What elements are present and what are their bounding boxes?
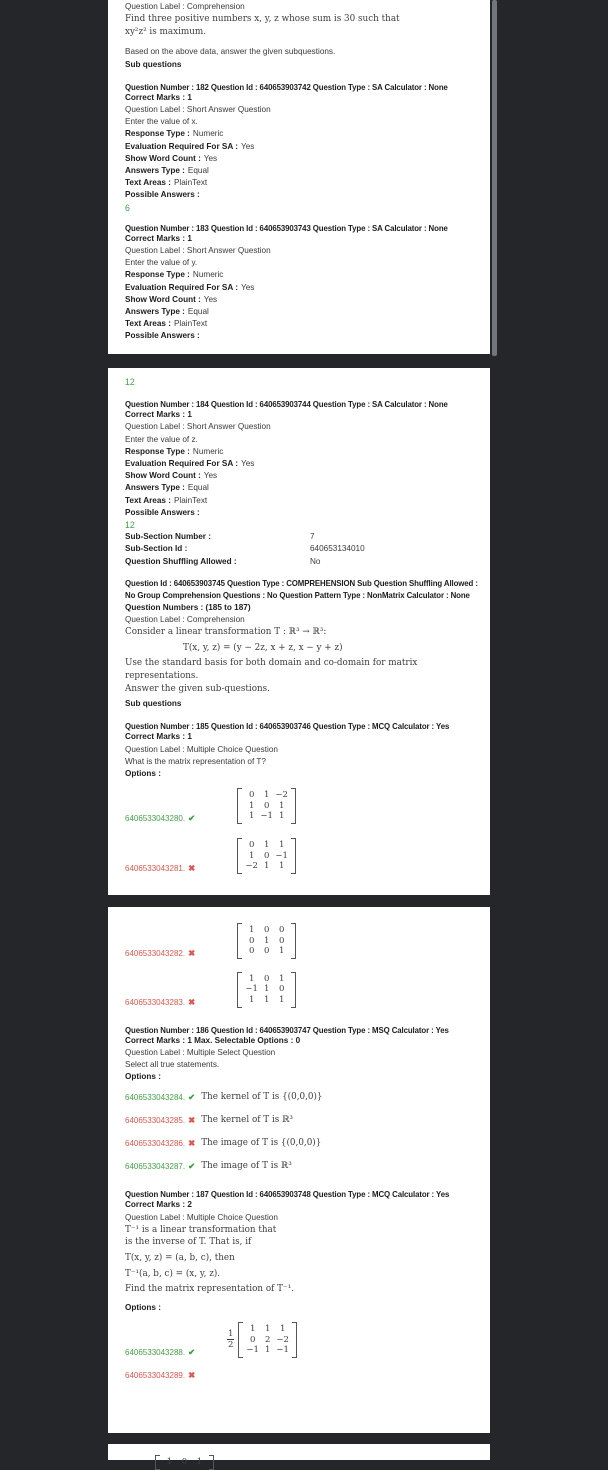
comprehension-label: Question Label : Comprehension xyxy=(125,2,245,11)
field-label: Show Word Count : xyxy=(125,471,201,481)
question-183-header: Question Number : 183 Question Id : 640653903743 Question Type : SA Calculator : None xyxy=(125,223,448,233)
field-answers-type xyxy=(125,482,478,494)
possible-answer-value-184: 12 xyxy=(125,520,135,531)
field-show-word-count xyxy=(125,294,478,306)
question-paper-panel-3 xyxy=(108,907,490,1433)
fraction-numerator: 1 xyxy=(227,1329,234,1340)
option-matrix: 0 1 −2 1 0 1 1 −1 1 xyxy=(237,788,296,824)
field-text-areas xyxy=(125,318,478,330)
question-numbers-range: Question Numbers : (185 to 187) xyxy=(125,602,251,612)
spacer xyxy=(125,71,478,83)
based-on-data-line: Based on the above data, answer the given subquestions. xyxy=(125,47,336,57)
correct-check-icon: ✔ xyxy=(188,1091,196,1102)
one-half-fraction xyxy=(227,1330,234,1349)
sub-section-number-row xyxy=(125,531,478,543)
field-value: Equal xyxy=(187,166,209,176)
field-label: Text Areas : xyxy=(125,178,171,188)
field-value: Yes xyxy=(240,282,255,292)
option-3284-correct xyxy=(125,1091,478,1103)
option-id: 6406533043285. xyxy=(125,1115,186,1125)
field-value: Yes xyxy=(240,459,255,469)
field-answers-type xyxy=(125,165,478,177)
option-matrix: 1 0 1 −1 1 0 1 1 1 xyxy=(237,972,296,1008)
sub-section-id-row xyxy=(125,543,478,555)
comprehension-text-line2: xy²z² is maximum. xyxy=(125,26,207,37)
wrong-cross-icon: ✖ xyxy=(188,1369,196,1380)
question-185-label: Question Label : Multiple Choice Question xyxy=(125,744,278,754)
spacer xyxy=(125,710,478,722)
question-187-header: Question Number : 187 Question Id : 640653903748 Question Type : MCQ Calculator : Yes xyxy=(125,1190,450,1200)
fraction-denominator: 2 xyxy=(227,1340,234,1351)
partial-option-matrix: 1 0 1 xyxy=(155,1455,214,1470)
field-value: Equal xyxy=(187,307,209,317)
sub-questions-heading: Sub questions xyxy=(125,699,182,709)
possible-answer-value-183: 12 xyxy=(125,377,135,387)
field-label: Evaluation Required For SA : xyxy=(125,282,238,292)
question-187-body-line: T⁻¹(a, b, c) = (x, y, z). xyxy=(125,1268,221,1279)
spacer xyxy=(125,568,478,578)
transformation-formula: T(x, y, z) = (y − 2z, x + z, x − y + z) xyxy=(183,642,343,653)
question-184-header: Question Number : 184 Question Id : 640653903744 Question Type : SA Calculator : None xyxy=(125,400,448,410)
question-paper-panel-2 xyxy=(108,368,490,895)
question-paper-panel-4 xyxy=(108,1444,490,1467)
field-value: Yes xyxy=(203,153,218,163)
correct-check-icon: ✔ xyxy=(188,1346,196,1357)
question-187-body-line: T(x, y, z) = (a, b, c), then xyxy=(125,1252,235,1263)
question-184-label: Question Label : Short Answer Question xyxy=(125,422,271,432)
question-185-header: Question Number : 185 Question Id : 640653903746 Question Type : MCQ Calculator : Yes xyxy=(125,722,450,732)
options-label: Options : xyxy=(125,1302,161,1312)
question-182-prompt: Enter the value of x. xyxy=(125,117,198,127)
spacer xyxy=(125,38,478,46)
sub-questions-heading: Sub questions xyxy=(125,59,182,69)
question-187-marks: Correct Marks : 2 xyxy=(125,1200,192,1210)
comprehension-text-line1: Find three positive numbers x, y, z whose sum is 30 such that xyxy=(125,14,400,25)
field-response-type xyxy=(125,128,478,140)
field-value: Yes xyxy=(203,294,218,304)
question-shuffling-row xyxy=(125,556,478,568)
question-182-marks: Correct Marks : 1 xyxy=(125,92,192,102)
option-matrix: 1 1 1 0 2 −2 −1 1 −1 xyxy=(238,1322,297,1358)
field-label: Show Word Count : xyxy=(125,153,201,163)
field-evaluation-required xyxy=(125,282,478,294)
option-id: 6406533043281. xyxy=(125,863,186,873)
question-182-header: Question Number : 182 Question Id : 640653903742 Question Type : SA Calculator : None xyxy=(125,82,448,92)
field-response-type xyxy=(125,446,478,458)
field-answers-type xyxy=(125,306,478,318)
question-184-prompt: Enter the value of z. xyxy=(125,434,198,444)
question-185-prompt: What is the matrix representation of T? xyxy=(125,756,266,766)
spacer xyxy=(125,1008,478,1026)
field-value: PlainText xyxy=(173,178,208,188)
field-label: Response Type : xyxy=(125,129,190,139)
sub-section-id-value: 640653134010 xyxy=(310,544,365,554)
question-186-label: Question Label : Multiple Select Question xyxy=(125,1047,276,1057)
option-statement: The kernel of T is ℝ³ xyxy=(201,1115,293,1126)
option-id: 6406533043283. xyxy=(125,997,186,1007)
possible-answers-label: Possible Answers : xyxy=(125,507,200,517)
option-3283-wrong xyxy=(125,972,478,1008)
spacer xyxy=(125,1172,478,1190)
question-182-label: Question Label : Short Answer Question xyxy=(125,105,271,114)
question-186-prompt: Select all true statements. xyxy=(125,1059,220,1069)
option-statement: The image of T is ℝ³ xyxy=(201,1161,292,1172)
option-id: 6406533043286. xyxy=(125,1138,186,1148)
question-187-label: Question Label : Multiple Choice Question xyxy=(125,1212,278,1222)
option-3289-wrong xyxy=(125,1370,478,1381)
correct-check-icon: ✔ xyxy=(188,1160,196,1171)
question-paper-panel-1 xyxy=(108,0,490,354)
field-value: Equal xyxy=(187,483,209,493)
option-3287-correct xyxy=(125,1160,478,1172)
field-value: Yes xyxy=(203,471,218,481)
field-label: Show Word Count : xyxy=(125,294,201,304)
option-statement: The kernel of T is {(0,0,0)} xyxy=(201,1092,323,1103)
field-show-word-count xyxy=(125,153,478,165)
options-label: Options : xyxy=(125,1072,161,1082)
option-id: 6406533043289. xyxy=(125,1370,186,1380)
option-matrix: 0 1 1 1 0 −1 −2 1 1 xyxy=(237,838,296,874)
wrong-cross-icon: ✖ xyxy=(188,1114,196,1125)
question-183-prompt: Enter the value of y. xyxy=(125,258,198,268)
field-value: PlainText xyxy=(173,495,208,505)
option-3281-wrong xyxy=(125,838,478,874)
option-id: 6406533043288. xyxy=(125,1347,186,1357)
field-show-word-count xyxy=(125,470,478,482)
option-id: 6406533043280. xyxy=(125,814,186,824)
field-label: Response Type : xyxy=(125,446,190,456)
comprehension-745-header: Question Id : 640653903745 Question Type : COMPREHENSION Sub Question Shuffling Allowed : No Group Comprehension Questions : No Question Pattern Type : NonMatrix Calculator : None xyxy=(125,578,478,600)
option-matrix: 1 0 0 0 1 0 0 0 1 xyxy=(237,923,296,959)
option-id: 6406533043287. xyxy=(125,1161,186,1171)
wrong-cross-icon: ✖ xyxy=(188,1137,196,1148)
scaled-matrix-group xyxy=(227,1322,297,1358)
answer-subquestions-line: Answer the given sub-questions. xyxy=(125,683,270,694)
field-label: Answers Type : xyxy=(125,483,185,493)
option-3286-wrong xyxy=(125,1137,478,1149)
field-value: Yes xyxy=(240,141,255,151)
standard-basis-line: Use the standard basis for both domain and co-domain for matrix representations. xyxy=(125,658,418,682)
field-label: Answers Type : xyxy=(125,166,185,176)
field-value: Numeric xyxy=(192,129,224,139)
option-3280-correct xyxy=(125,788,478,824)
field-evaluation-required xyxy=(125,141,478,153)
question-186-header: Question Number : 186 Question Id : 640653903747 Question Type : MSQ Calculator : Yes xyxy=(125,1025,449,1035)
scrollbar-thumb[interactable] xyxy=(492,0,497,356)
wrong-cross-icon: ✖ xyxy=(188,947,196,958)
wrong-cross-icon: ✖ xyxy=(188,862,196,873)
option-statement: The image of T is {(0,0,0)} xyxy=(201,1138,322,1149)
field-text-areas xyxy=(125,177,478,189)
field-value: Numeric xyxy=(192,270,224,280)
question-shuffling-label: Question Shuffling Allowed : xyxy=(125,556,237,566)
question-186-marks: Correct Marks : 1 Max. Selectable Options : 0 xyxy=(125,1035,301,1045)
question-187-body-line: Find the matrix representation of T⁻¹. xyxy=(125,1284,295,1295)
possible-answer-value: 6 xyxy=(125,202,130,213)
options-label: Options : xyxy=(125,769,161,779)
option-3288-correct xyxy=(125,1322,478,1358)
field-label: Evaluation Required For SA : xyxy=(125,141,238,151)
wrong-cross-icon: ✖ xyxy=(188,996,196,1007)
question-183-marks: Correct Marks : 1 xyxy=(125,233,192,243)
field-label: Response Type : xyxy=(125,270,190,280)
possible-answers-label: Possible Answers : xyxy=(125,190,200,200)
question-187-body-line: T⁻¹ is a linear transformation that xyxy=(125,1224,277,1235)
option-3282-wrong xyxy=(125,923,478,959)
possible-answers-label: Possible Answers : xyxy=(125,331,200,341)
spacer xyxy=(125,388,478,400)
field-text-areas xyxy=(125,495,478,507)
field-label: Text Areas : xyxy=(125,319,171,329)
field-evaluation-required xyxy=(125,458,478,470)
field-value: PlainText xyxy=(173,319,208,329)
option-id: 6406533043282. xyxy=(125,948,186,958)
field-value: Numeric xyxy=(192,446,224,456)
comprehension-label: Question Label : Comprehension xyxy=(125,615,245,625)
question-187-body-line: is the inverse of T. That is, if xyxy=(125,1237,252,1248)
question-shuffling-value: No xyxy=(310,556,321,566)
spacer xyxy=(125,214,478,224)
field-label: Text Areas : xyxy=(125,495,171,505)
correct-check-icon: ✔ xyxy=(188,813,196,824)
option-3285-wrong xyxy=(125,1114,478,1126)
question-184-marks: Correct Marks : 1 xyxy=(125,410,192,420)
sub-section-id-label: Sub-Section Id : xyxy=(125,544,188,554)
field-label: Answers Type : xyxy=(125,307,185,317)
linear-transformation-intro: Consider a linear transformation T : ℝ³ → ℝ³: xyxy=(125,627,327,638)
question-185-marks: Correct Marks : 1 xyxy=(125,732,192,742)
field-label: Evaluation Required For SA : xyxy=(125,459,238,469)
sub-section-number-value: 7 xyxy=(310,532,315,542)
field-response-type xyxy=(125,269,478,281)
question-183-label: Question Label : Short Answer Question xyxy=(125,246,271,256)
sub-section-number-label: Sub-Section Number : xyxy=(125,532,211,542)
option-id: 6406533043284. xyxy=(125,1092,186,1102)
